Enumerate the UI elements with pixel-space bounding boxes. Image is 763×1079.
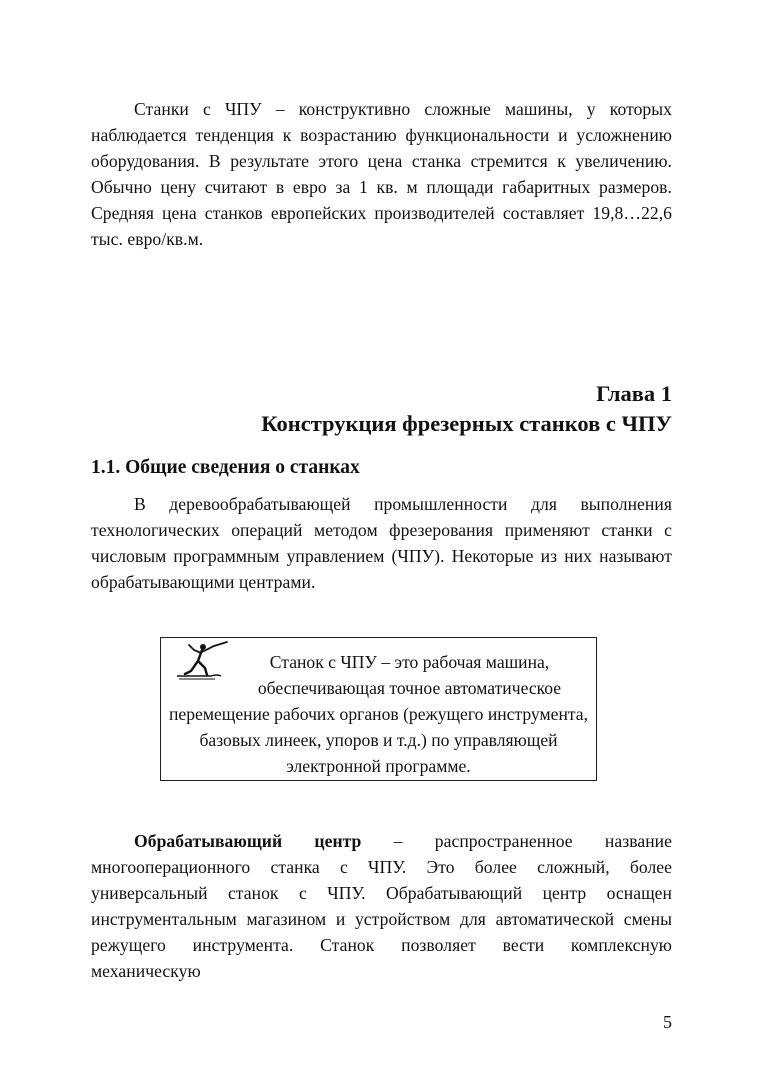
machining-center-paragraph xyxy=(91,828,672,984)
intro-paragraph: Станки с ЧПУ – конструктивно сложные машины, у которых наблюдается тенденция к возрастанию функциональности и усложнению оборудования. В результате этого цена станка стремится к увеличению. Обычно цену считают в евро за 1 кв. м площади габаритных размеров. Средняя цена станков европейских производителей составляет 19,8…22,6 тыс. евро/кв.м. xyxy=(91,99,672,249)
chapter-number: Глава 1 xyxy=(596,381,672,406)
definition-box xyxy=(160,637,597,781)
machining-center-text: – распространенное название многооперационного станка с ЧПУ. Это более сложный, более универсальный станок с ЧПУ. Обрабатывающий центр оснащен инструментальным магазином и устройством для автоматической смены режущего инструмента. Станок позволяет вести комплексную механическую xyxy=(91,831,672,981)
fencer-icon xyxy=(169,641,229,681)
section-paragraph: В деревообрабатывающей промышленности для выполнения технологических операций методом фрезерования применяют станки с числовым программным управлением (ЧПУ). Некоторые из них называют обрабатывающими центрами. xyxy=(91,494,672,592)
definition-content xyxy=(167,649,590,779)
section-title: 1.1. Общие сведения о станках xyxy=(91,457,360,478)
page-number: 5 xyxy=(663,1012,672,1032)
definition-text: Станок с ЧПУ – это рабочая машина, обеспечивающая точное автоматическое перемещение рабочих органов (режущего инструмента, базовых линеек, упоров и т.д.) по управляющей электронной программе. xyxy=(169,652,588,776)
document-page xyxy=(91,0,672,1079)
chapter-title: Конструкция фрезерных станков с ЧПУ xyxy=(261,411,672,436)
machining-center-term: Обрабатывающий центр xyxy=(134,831,362,851)
